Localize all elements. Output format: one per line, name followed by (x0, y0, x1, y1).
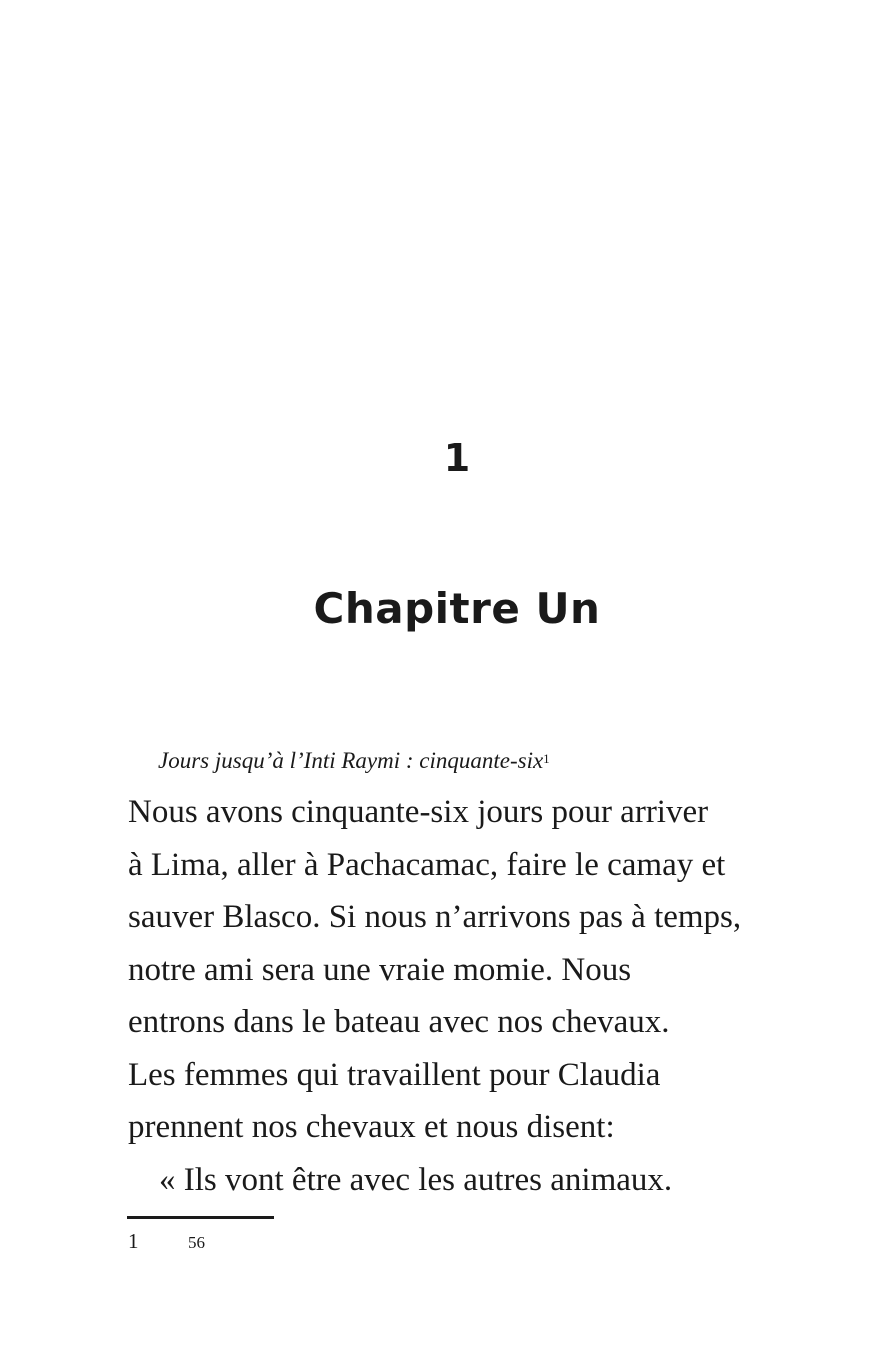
footnote-mark: 1 (128, 1229, 139, 1253)
epigraph (158, 745, 550, 777)
body-line-dialogue: « Ils vont être avec les autres animaux. (159, 1161, 673, 1198)
body-line: notre ami sera une vraie momie. Nous (128, 951, 632, 988)
epigraph-text: Jours jusqu’à l’Inti Raymi : cinquante-six (158, 748, 544, 773)
footnote (128, 1228, 205, 1256)
body-line: entrons dans le bateau avec nos chevaux. (128, 1004, 670, 1040)
body-line: à Lima, aller à Pachacamac, faire le camay et (128, 846, 726, 883)
body-line: prennent nos chevaux et nous disent: (128, 1109, 615, 1145)
body-line: sauver Blasco. Si nous n’arrivons pas à temps, (128, 899, 742, 935)
chapter-number: 1 (443, 436, 471, 480)
footnote-reference: 1 (543, 751, 550, 766)
chapter-title: Chapitre Un (313, 584, 601, 633)
body-text (128, 786, 808, 1206)
footnote-text: 56 (188, 1233, 205, 1252)
body-line: Nous avons cinquante-six jours pour arriver (128, 794, 709, 830)
footnote-divider (127, 1216, 274, 1219)
body-line: Les femmes qui travaillent pour Claudia (128, 1056, 661, 1093)
